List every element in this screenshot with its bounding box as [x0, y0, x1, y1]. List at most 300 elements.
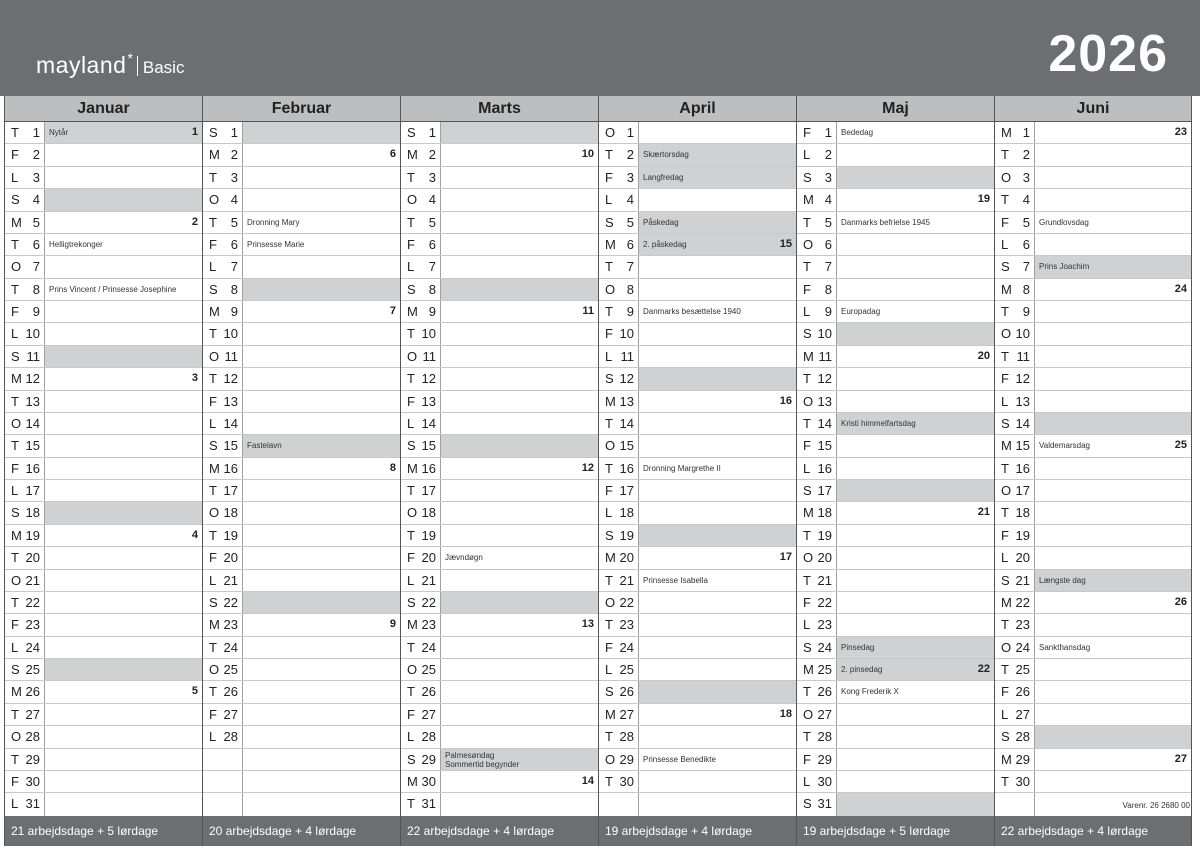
weekday-letter: O [11, 259, 22, 275]
week-number: 12 [581, 461, 594, 474]
day-cell [203, 749, 243, 770]
day-row [797, 681, 994, 703]
day-cell [5, 323, 45, 344]
day-number: 24 [1015, 639, 1030, 655]
day-row [401, 502, 598, 524]
note-cell [639, 413, 796, 434]
day-cell [797, 637, 837, 658]
day-number: 26 [223, 684, 238, 700]
day-row [401, 189, 598, 211]
weekday-letter: S [803, 483, 812, 498]
day-cell [203, 704, 243, 725]
day-number: 11 [26, 348, 40, 364]
note-cell [639, 167, 796, 188]
day-row [401, 301, 598, 323]
note-cell [441, 458, 598, 479]
weekday-letter: T [803, 371, 811, 387]
weekday-letter: O [605, 281, 616, 297]
note-cell [45, 323, 202, 344]
weekday-letter: L [407, 259, 415, 275]
note-cell [837, 368, 994, 389]
day-cell [995, 637, 1035, 658]
day-number: 23 [421, 617, 436, 633]
day-cell [5, 793, 45, 815]
day-number: 1 [824, 125, 832, 140]
note-cell [441, 547, 598, 568]
weekday-letter: O [1001, 326, 1012, 342]
note-cell [837, 592, 994, 613]
day-cell [203, 144, 243, 165]
day-cell [797, 256, 837, 277]
day-number: 13 [25, 393, 40, 409]
day-number: 25 [421, 662, 436, 677]
day-number: 19 [817, 527, 832, 543]
day-number: 14 [619, 415, 634, 431]
day-cell [797, 681, 837, 702]
day-row [401, 525, 598, 547]
note-cell [837, 659, 994, 680]
note-cell [837, 771, 994, 792]
day-number: 21 [421, 572, 436, 588]
note-cell [639, 502, 796, 523]
day-row [401, 122, 598, 144]
day-row [203, 234, 400, 256]
day-cell [401, 547, 441, 568]
note-cell [243, 189, 400, 210]
weekday-letter: F [407, 550, 415, 566]
day-row [401, 637, 598, 659]
note-cell [639, 346, 796, 367]
day-number: 4 [1022, 192, 1030, 208]
day-row [995, 570, 1191, 592]
weekday-letter: T [11, 550, 19, 566]
note-cell [1035, 391, 1191, 412]
weekday-letter: T [803, 684, 811, 700]
day-number: 7 [230, 259, 238, 275]
note-cell [639, 726, 796, 747]
note-cell [45, 122, 202, 143]
day-number: 7 [824, 259, 832, 275]
note-cell [837, 346, 994, 367]
day-number: 12 [619, 371, 634, 387]
day-number: 19 [25, 527, 40, 543]
day-number: 2 [626, 147, 634, 163]
day-cell [599, 234, 639, 255]
day-number: 21 [25, 572, 40, 588]
day-cell [5, 144, 45, 165]
day-cell [401, 659, 441, 680]
day-cell [401, 435, 441, 456]
day-row [995, 323, 1191, 345]
note-cell [837, 480, 994, 501]
weekday-letter: M [407, 617, 418, 633]
day-cell [797, 189, 837, 210]
day-cell [5, 189, 45, 210]
note-cell [639, 570, 796, 591]
day-cell [797, 570, 837, 591]
weekday-letter: T [11, 236, 19, 252]
day-cell [203, 637, 243, 658]
day-row [203, 413, 400, 435]
day-cell [599, 256, 639, 277]
weekday-letter: M [1001, 594, 1012, 610]
day-row [599, 346, 796, 368]
day-row [599, 749, 796, 771]
day-number: 25 [25, 662, 40, 677]
day-number: 26 [421, 684, 436, 700]
day-cell [401, 189, 441, 210]
note-cell [45, 435, 202, 456]
day-number: 6 [32, 236, 40, 252]
note-cell [243, 681, 400, 702]
day-row [401, 614, 598, 636]
note-cell [1035, 502, 1191, 523]
day-number: 21 [223, 572, 238, 588]
day-row [797, 346, 994, 368]
day-number: 1 [230, 125, 238, 140]
note-cell [45, 301, 202, 322]
day-cell [401, 480, 441, 501]
weekday-letter: S [605, 371, 614, 387]
day-number: 22 [817, 594, 832, 610]
note-cell [837, 413, 994, 434]
day-row [203, 391, 400, 413]
day-number: 28 [619, 729, 634, 745]
day-row [995, 749, 1191, 771]
day-row [995, 614, 1191, 636]
note-cell [243, 144, 400, 165]
day-cell [401, 592, 441, 613]
day-cell [401, 749, 441, 770]
day-cell [401, 704, 441, 725]
day-number: 5 [230, 214, 238, 230]
brand-name: mayland [36, 52, 127, 78]
day-cell [995, 323, 1035, 344]
note-cell [1035, 256, 1191, 277]
day-cell [5, 458, 45, 479]
day-note: 2. påskedag [643, 239, 687, 249]
day-row [599, 144, 796, 166]
day-cell [797, 547, 837, 568]
day-number: 10 [25, 326, 40, 342]
day-row [797, 167, 994, 189]
note-cell [45, 391, 202, 412]
day-note: Kong Frederik X [841, 687, 899, 697]
day-cell [5, 413, 45, 434]
weekday-letter: S [11, 662, 20, 677]
note-cell [45, 189, 202, 210]
day-cell [5, 659, 45, 680]
day-number: 10 [421, 326, 436, 342]
note-cell [441, 368, 598, 389]
day-number: 6 [626, 236, 634, 252]
weekday-letter: T [1001, 460, 1009, 476]
weekday-letter: F [209, 236, 217, 252]
day-row [5, 480, 202, 502]
day-cell [203, 547, 243, 568]
weekday-letter: T [803, 527, 811, 543]
weekday-letter: T [209, 483, 217, 498]
day-row [5, 189, 202, 211]
day-row [599, 167, 796, 189]
weekday-letter: S [407, 281, 416, 297]
day-row [797, 279, 994, 301]
day-number: 25 [817, 662, 832, 677]
weekday-letter: L [407, 415, 415, 431]
day-note: Danmarks befrielse 1945 [841, 217, 930, 227]
day-row [995, 413, 1191, 435]
day-note: Grundlovsdag [1039, 217, 1089, 227]
note-cell [1035, 323, 1191, 344]
day-number: 23 [223, 617, 238, 633]
day-cell [995, 570, 1035, 591]
day-row [5, 771, 202, 793]
day-cell [995, 502, 1035, 523]
day-number: 16 [223, 460, 238, 476]
day-number: 18 [619, 505, 634, 521]
brand-divider [137, 56, 138, 76]
weekday-letter: F [11, 460, 19, 476]
day-note: Prins Joachim [1039, 262, 1090, 272]
note-cell [837, 793, 994, 815]
day-cell [5, 368, 45, 389]
note-cell [837, 391, 994, 412]
day-number: 19 [1015, 527, 1030, 543]
day-cell [599, 122, 639, 143]
day-row [5, 167, 202, 189]
day-row [599, 637, 796, 659]
day-row [599, 279, 796, 301]
day-cell [203, 234, 243, 255]
note-cell [441, 570, 598, 591]
day-cell [5, 547, 45, 568]
day-row [599, 435, 796, 457]
week-number: 20 [977, 349, 990, 362]
weekday-letter: O [209, 505, 220, 521]
day-number: 14 [817, 415, 832, 431]
note-cell [441, 726, 598, 747]
day-list [797, 122, 994, 816]
day-cell [995, 704, 1035, 725]
day-row [401, 234, 598, 256]
weekday-letter: F [11, 617, 19, 633]
day-number: 11 [620, 348, 634, 364]
day-row [203, 435, 400, 457]
note-cell [1035, 458, 1191, 479]
day-number: 27 [1015, 706, 1030, 722]
weekday-letter: T [803, 572, 811, 588]
day-cell [995, 458, 1035, 479]
day-row [995, 301, 1191, 323]
note-cell [45, 681, 202, 702]
day-cell [203, 346, 243, 367]
day-cell [203, 480, 243, 501]
note-cell [243, 391, 400, 412]
weekday-letter: T [209, 527, 217, 543]
weekday-letter: M [1001, 438, 1012, 454]
month-header: Februar [203, 96, 400, 122]
day-cell [401, 368, 441, 389]
day-row [5, 212, 202, 234]
day-cell [599, 458, 639, 479]
weekday-letter: O [209, 192, 220, 208]
day-cell [995, 212, 1035, 233]
day-note: Nytår [49, 128, 69, 137]
note-cell [837, 212, 994, 233]
day-cell [797, 212, 837, 233]
note-cell [45, 726, 202, 747]
day-number: 30 [619, 773, 634, 789]
weekday-letter: T [407, 483, 415, 498]
day-cell [599, 749, 639, 770]
note-cell [441, 771, 598, 792]
day-note: Fastelavn [247, 441, 282, 451]
weekday-letter: T [1001, 773, 1009, 789]
day-number: 5 [626, 214, 634, 230]
day-cell [401, 413, 441, 434]
day-cell [5, 681, 45, 702]
weekday-letter: O [407, 348, 418, 364]
day-row [5, 547, 202, 569]
weekday-letter: T [803, 214, 811, 230]
note-cell [45, 480, 202, 501]
note-cell [243, 435, 400, 456]
note-cell [837, 279, 994, 300]
day-row [401, 681, 598, 703]
weekday-letter: T [1001, 304, 1009, 319]
weekday-letter: S [605, 527, 614, 543]
day-row [5, 570, 202, 592]
day-cell [203, 614, 243, 635]
note-cell [441, 144, 598, 165]
weekday-letter: S [209, 281, 218, 297]
week-number: 22 [977, 663, 990, 675]
day-cell [203, 659, 243, 680]
day-number: 18 [817, 505, 832, 521]
day-number: 18 [223, 505, 238, 521]
day-row [5, 323, 202, 345]
weekday-letter: O [209, 348, 220, 364]
weekday-letter: M [1001, 281, 1012, 297]
day-number: 17 [817, 483, 832, 498]
note-cell [837, 681, 994, 702]
note-cell [1035, 435, 1191, 456]
note-cell [441, 749, 598, 770]
day-cell [203, 323, 243, 344]
weekday-letter: S [803, 639, 812, 655]
day-cell [203, 771, 243, 792]
day-number: 24 [223, 639, 238, 655]
day-cell [5, 279, 45, 300]
week-number: 3 [191, 372, 198, 385]
day-cell [203, 592, 243, 613]
day-row [797, 793, 994, 815]
day-row [995, 234, 1191, 256]
day-cell [203, 167, 243, 188]
day-cell [797, 704, 837, 725]
month-header: Marts [401, 96, 598, 122]
day-cell [797, 346, 837, 367]
month-column-maj [796, 96, 994, 846]
day-row [995, 458, 1191, 480]
day-cell [401, 525, 441, 546]
day-row [401, 570, 598, 592]
day-cell [5, 592, 45, 613]
day-number: 28 [421, 729, 436, 745]
weekday-letter: M [11, 684, 22, 700]
note-cell [243, 704, 400, 725]
note-cell [1035, 368, 1191, 389]
day-row [599, 391, 796, 413]
weekday-letter: T [11, 438, 19, 454]
day-number: 20 [421, 550, 436, 566]
note-cell [639, 458, 796, 479]
day-cell [203, 212, 243, 233]
day-number: 8 [626, 281, 634, 297]
note-cell [1035, 525, 1191, 546]
day-row [203, 570, 400, 592]
day-cell [797, 726, 837, 747]
note-cell [837, 525, 994, 546]
note-cell [243, 793, 400, 815]
day-number: 1 [428, 125, 436, 140]
weekday-letter: S [1001, 415, 1010, 431]
day-number: 7 [32, 259, 40, 275]
day-number: 24 [817, 639, 832, 655]
day-cell [995, 592, 1035, 613]
day-cell [797, 144, 837, 165]
day-number: 19 [619, 527, 634, 543]
day-row [401, 771, 598, 793]
note-cell [639, 323, 796, 344]
note-cell [45, 413, 202, 434]
day-cell [995, 368, 1035, 389]
note-cell [45, 144, 202, 165]
day-cell [5, 122, 45, 143]
day-number: 8 [824, 281, 832, 297]
day-cell [599, 771, 639, 792]
note-cell [45, 614, 202, 635]
day-row [401, 480, 598, 502]
day-row [995, 212, 1191, 234]
day-row [797, 502, 994, 524]
note-cell [243, 122, 400, 143]
note-cell [243, 525, 400, 546]
weekday-letter: F [407, 236, 415, 252]
weekday-letter: L [803, 460, 811, 476]
day-number: 16 [619, 460, 634, 476]
day-number: 22 [421, 594, 436, 610]
note-cell [243, 167, 400, 188]
day-note: Palmesøndag Sommertid begynder [445, 750, 520, 769]
day-row [599, 570, 796, 592]
day-row [995, 480, 1191, 502]
day-row [599, 726, 796, 748]
day-cell [401, 346, 441, 367]
day-number: 15 [619, 438, 634, 454]
day-number: 5 [824, 214, 832, 230]
note-cell [45, 279, 202, 300]
day-note: Europadag [841, 307, 881, 316]
day-row [203, 704, 400, 726]
weekday-letter: T [209, 169, 217, 185]
day-row-empty [203, 749, 400, 771]
day-cell [797, 458, 837, 479]
day-cell [995, 391, 1035, 412]
day-number: 27 [817, 706, 832, 722]
day-row [599, 614, 796, 636]
note-cell [837, 189, 994, 210]
